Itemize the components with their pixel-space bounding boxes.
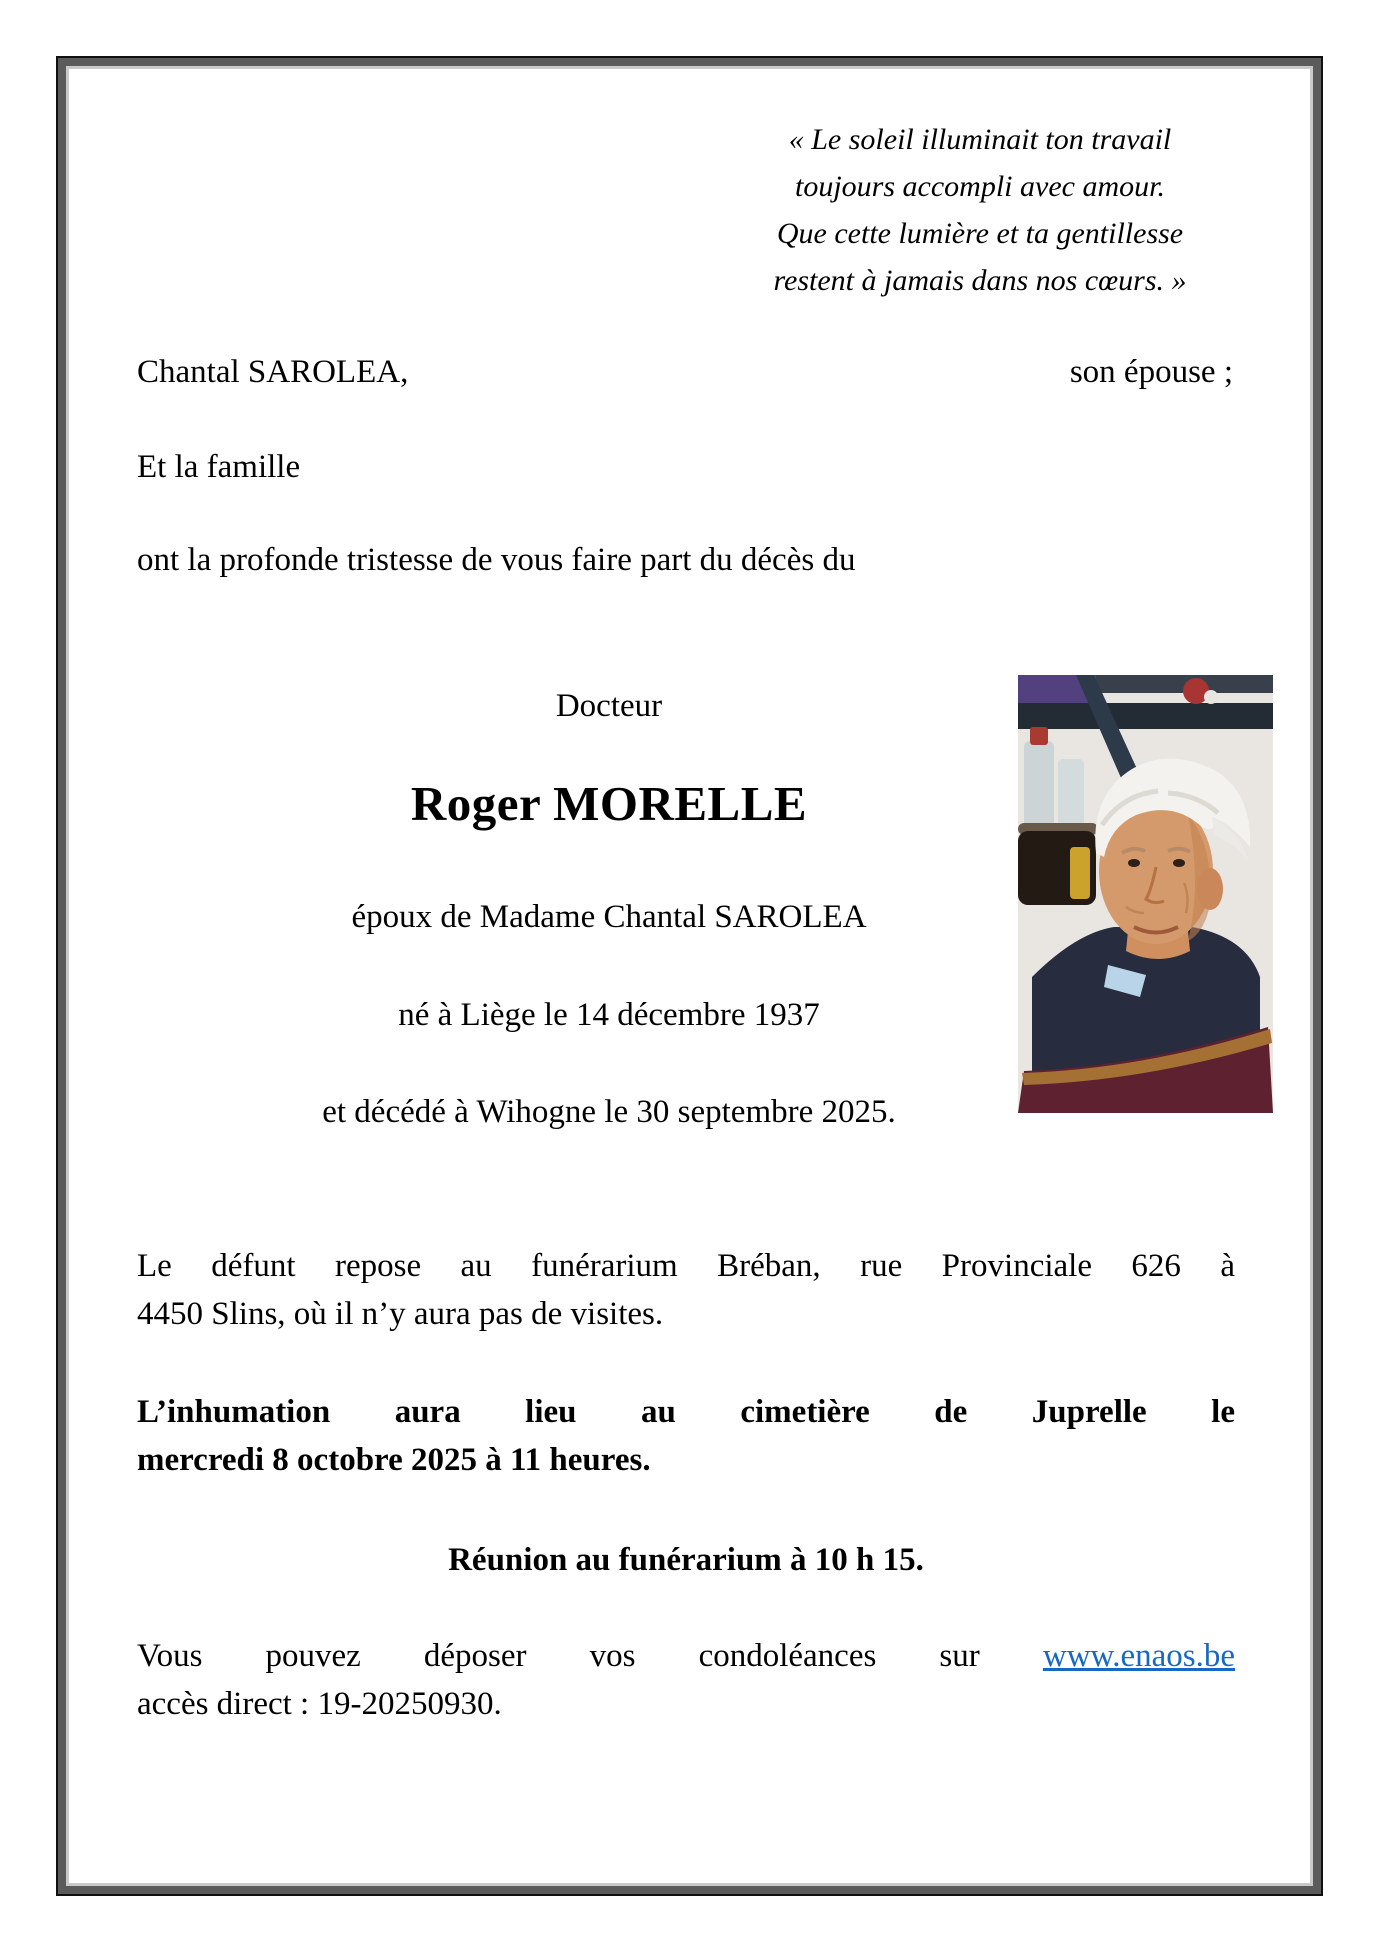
deceased-birth-line: né à Liège le 14 décembre 1937 — [398, 997, 820, 1033]
burial-line-1: L’inhumation aura lieu au cimetière de Juprelle le — [137, 1394, 1235, 1430]
quote-line-4: restent à jamais dans nos cœurs. » — [773, 264, 1187, 297]
repose-line-2: 4450 Slins, où il n’y aura pas de visites. — [137, 1295, 664, 1332]
announcement-line: ont la profonde tristesse de vous faire part du décès du — [137, 542, 856, 578]
wife-name: Chantal SAROLEA, — [137, 354, 409, 390]
portrait-illustration — [1018, 675, 1273, 1113]
family-line: Et la famille — [137, 449, 301, 485]
condolences-text: Vous pouvez déposer vos condoléances sur — [137, 1638, 980, 1674]
quote-line-1: « Le soleil illuminait ton travail — [788, 123, 1172, 156]
wife-relation: son épouse ; — [1069, 354, 1233, 390]
wife-row — [137, 352, 1233, 393]
deceased-portrait-photo — [1018, 675, 1273, 1113]
condolences-line-2: accès direct : 19-20250930. — [137, 1685, 502, 1722]
quote-line-3: Que cette lumière et ta gentillesse — [776, 217, 1184, 250]
quote-line-2: toujours accompli avec amour. — [795, 170, 1165, 203]
condolences-line-1 — [137, 1633, 1235, 1681]
deceased-spouse-line: époux de Madame Chantal SAROLEA — [351, 899, 867, 935]
deceased-death-line: et décédé à Wihogne le 30 septembre 2025. — [322, 1094, 896, 1130]
repose-paragraph — [137, 1243, 1235, 1338]
condolences-paragraph — [137, 1633, 1235, 1728]
burial-paragraph — [137, 1389, 1235, 1484]
burial-line-2: mercredi 8 octobre 2025 à 11 heures. — [137, 1441, 651, 1478]
memorial-quote — [650, 116, 1310, 304]
enaos-link[interactable]: www.enaos.be — [1042, 1638, 1236, 1674]
repose-line-1: Le défunt repose au funérarium Bréban, rue Provinciale 626 à — [137, 1248, 1235, 1284]
meeting-line: Réunion au funérarium à 10 h 15. — [448, 1542, 924, 1578]
deceased-title: Docteur — [555, 688, 663, 724]
deceased-name: Roger MORELLE — [410, 776, 808, 831]
